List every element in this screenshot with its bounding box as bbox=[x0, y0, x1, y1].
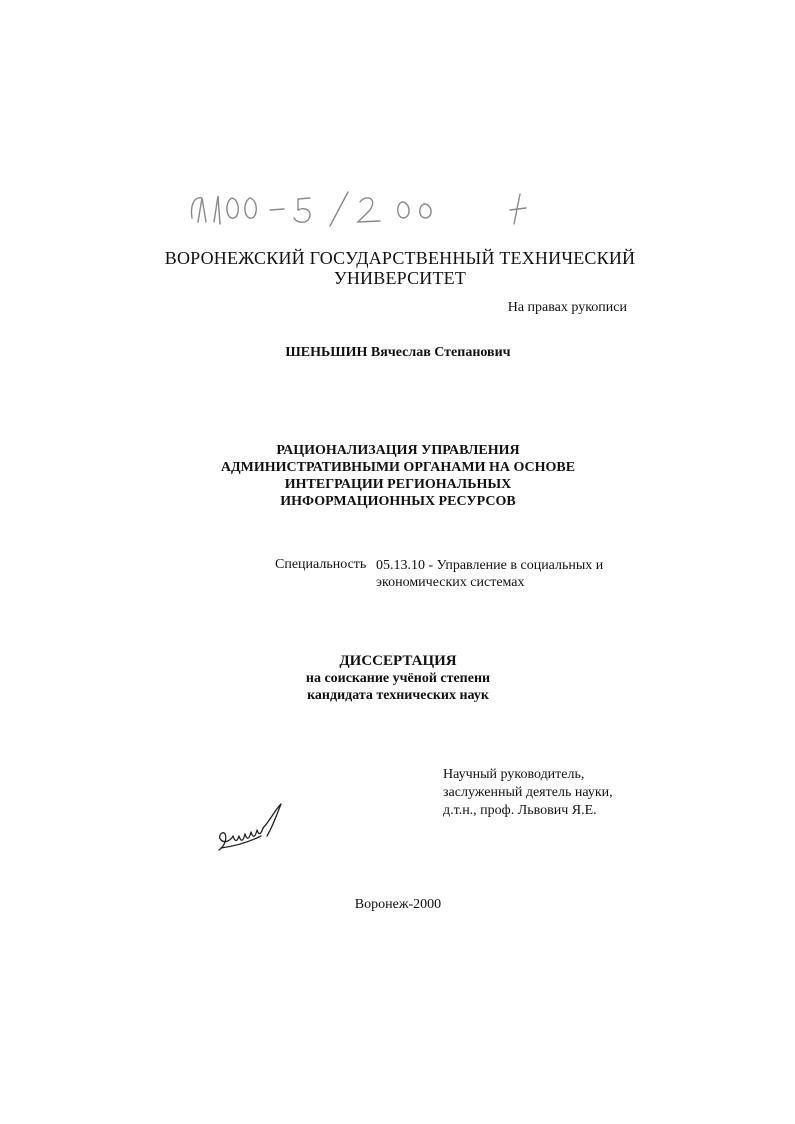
dissertation-degree-line: кандидата технических наук bbox=[307, 688, 489, 703]
dissertation-degree-line: на соискание учёной степени bbox=[305, 671, 491, 686]
dissertation-block bbox=[150, 653, 646, 704]
scientific-advisor bbox=[443, 766, 643, 820]
advisor-line-3: д.т.н., проф. Львович Я.Е. bbox=[443, 803, 597, 818]
city-year: Воронеж-2000 bbox=[354, 897, 442, 912]
title-line: РАЦИОНАЛИЗАЦИЯ УПРАВЛЕНИЯ bbox=[276, 443, 520, 458]
author-name: ШЕНЬШИН Вячеслав Степанович bbox=[285, 345, 511, 360]
rights-note: На правах рукописи bbox=[507, 300, 627, 315]
specialty-value-line-2: экономических системах bbox=[376, 575, 525, 590]
dissertation-title bbox=[150, 442, 646, 510]
title-line: ИНФОРМАЦИОННЫХ РЕСУРСОВ bbox=[280, 494, 516, 509]
advisor-line-2: заслуженный деятель науки, bbox=[443, 785, 613, 800]
archive-stamp bbox=[180, 188, 560, 234]
advisor-line-1: Научный руководитель, bbox=[443, 767, 585, 782]
author-signature bbox=[215, 800, 295, 856]
specialty-value-line-1: 05.13.10 - Управление в социальных и bbox=[376, 558, 604, 573]
specialty-value bbox=[376, 557, 616, 591]
specialty-label: Специальность bbox=[275, 557, 367, 572]
title-line: АДМИНИСТРАТИВНЫМИ ОРГАНАМИ НА ОСНОВЕ bbox=[220, 460, 576, 475]
university-line-2: УНИВЕРСИТЕТ bbox=[333, 268, 467, 288]
university-line-1: ВОРОНЕЖСКИЙ ГОСУДАРСТВЕННЫЙ ТЕХНИЧЕСКИЙ bbox=[164, 248, 636, 268]
title-line: ИНТЕГРАЦИИ РЕГИОНАЛЬНЫХ bbox=[284, 477, 512, 492]
dissertation-heading: ДИССЕРТАЦИЯ bbox=[339, 653, 457, 669]
university-name bbox=[150, 248, 650, 288]
